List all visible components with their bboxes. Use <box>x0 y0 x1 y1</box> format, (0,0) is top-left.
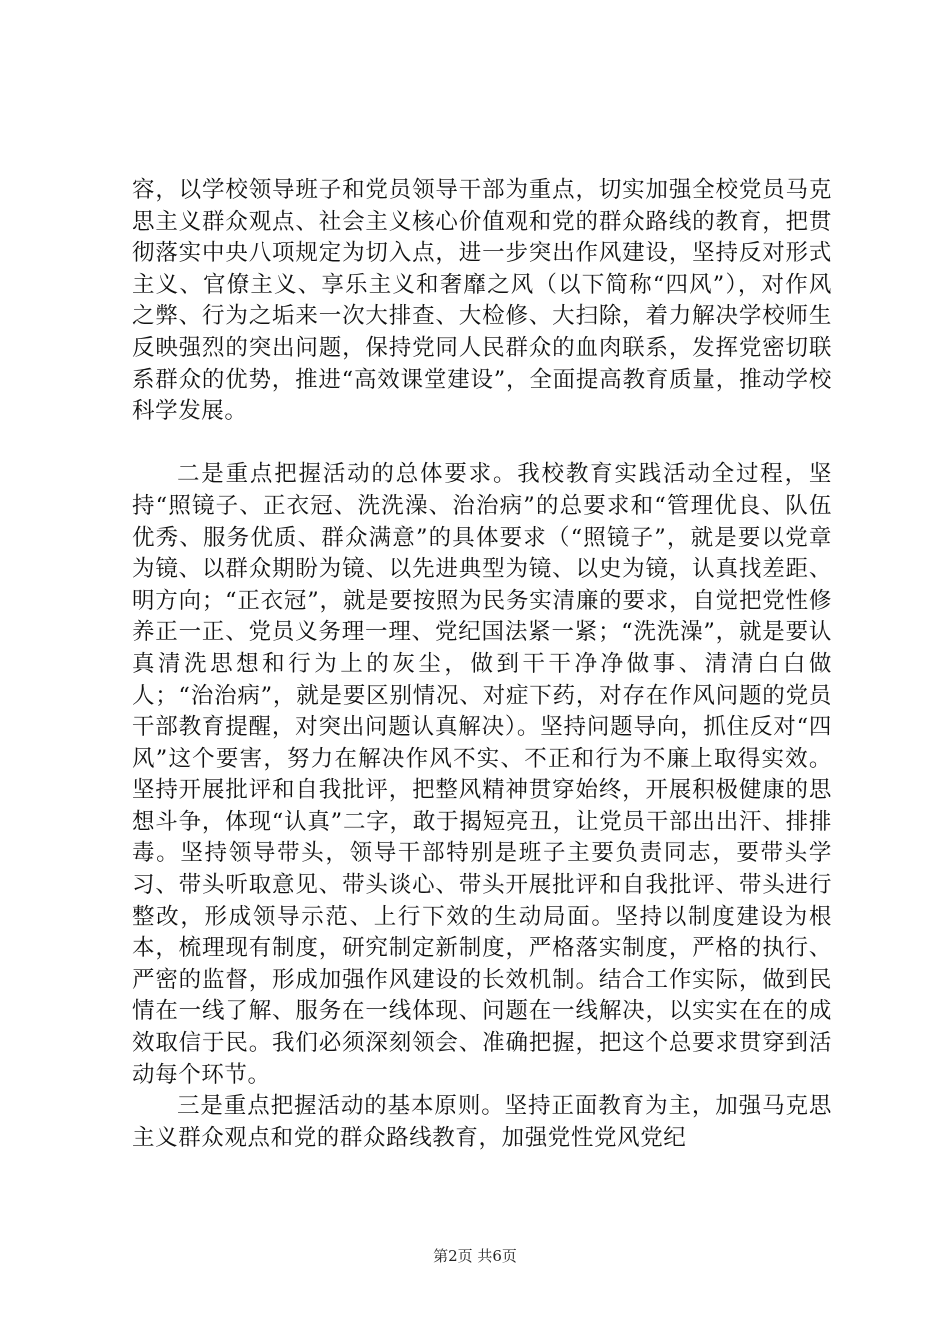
body-text <box>132 175 832 1154</box>
paragraph-basic-principles: 三是重点把握活动的基本原则。坚持正面教育为主，加强马克思主义群众观点和党的群众路线教育，加强党性党风党纪 <box>132 1093 832 1151</box>
page-footer: 第2页 共6页 <box>433 1247 517 1265</box>
paragraph-continuation: 容，以学校领导班子和党员领导干部为重点，切实加强全校党员马克思主义群众观点、社会主义核心价值观和党的群众路线的教育，把贯彻落实中央八项规定为切入点，进一步突出作风建设，坚持反对形式主义、官僚主义、享乐主义和奢靡之风（以下简称“四风”），对作风之弊、行为之垢来一次大排查、大检修、大扫除，着力解决学校师生反映强烈的突出问题，保持党同人民群众的血肉联系，发挥党密切联系群众的优势，推进“高效课堂建设”，全面提高教育质量，推动学校科学发展。 <box>132 177 832 425</box>
paragraph-overall-requirements: 二是重点把握活动的总体要求。我校教育实践活动全过程，坚持“照镜子、正衣冠、洗洗澡、治治病”的总要求和“管理优良、队伍优秀、服务优质、群众满意”的具体要求（“照镜子”，就是要以党章为镜、以群众期盼为镜、以先进典型为镜、以史为镜，认真找差距、明方向；“正衣冠”，就是要按照为民务实清廉的要求，自觉把党性修养正一正、党员义务理一理、党纪国法紧一紧；“洗洗澡”，就是要认真清洗思想和行为上的灰尘，做到干干净净做事、清清白白做人；“治治病”，就是要区别情况、对症下药，对存在作风问题的党员干部教育提醒，对突出问题认真解决）。坚持问题导向，抓住反对“四风”这个要害，努力在解决作风不实、不正和行为不廉上取得实效。坚持开展批评和自我批评，把整风精神贯穿始终，开展积极健康的思想斗争，体现“认真”二字，敢于揭短亮丑，让党员干部出出汗、排排毒。坚持领导带头，领导干部特别是班子主要负责同志，要带头学习、带头听取意见、带头谈心、带头开展批评和自我批评、带头进行整改，形成领导示范、上行下效的生动局面。坚持以制度建设为根本，梳理现有制度，研究制定新制度，严格落实制度，严格的执行、严密的监督，形成加强作风建设的长效机制。结合工作实际，做到民情在一线了解、服务在一线体现、问题在一线解决，以实实在在的成效取信于民。我们必须深刻领会、准确把握，把这个总要求贯穿到活动每个环节。 <box>132 461 832 1088</box>
